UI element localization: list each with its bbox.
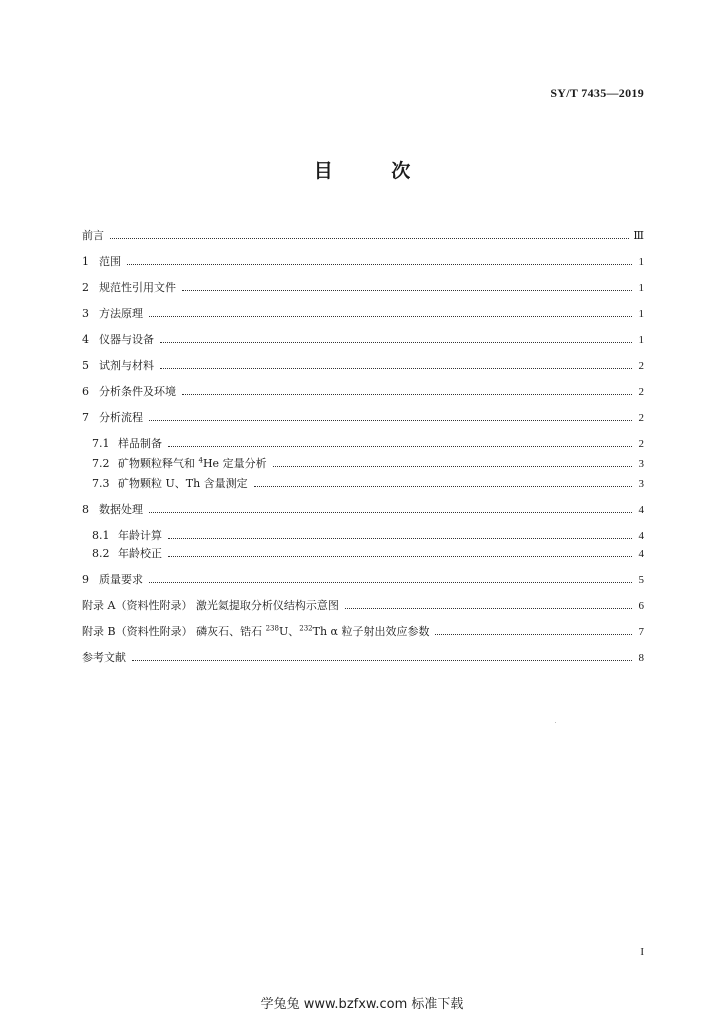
dot-leader bbox=[345, 607, 632, 609]
toc-page: 4 bbox=[638, 548, 644, 560]
toc-number: 8 bbox=[82, 503, 89, 516]
toc-label: 参考文献 bbox=[82, 651, 126, 664]
dot-leader bbox=[160, 341, 632, 343]
toc-entry-7-3[interactable] bbox=[92, 476, 644, 492]
toc-label: 质量要求 bbox=[99, 573, 143, 586]
toc-number: 7.1 bbox=[92, 437, 110, 450]
toc-page: 1 bbox=[638, 308, 644, 320]
toc-number: 6 bbox=[82, 385, 89, 398]
toc-number: 2 bbox=[82, 281, 89, 294]
toc-entry-3[interactable] bbox=[82, 306, 644, 322]
toc-page: Ⅲ bbox=[633, 230, 644, 242]
toc-label: 分析条件及环境 bbox=[99, 385, 176, 398]
toc-entry-2[interactable] bbox=[82, 280, 644, 296]
dot-leader bbox=[132, 659, 632, 661]
toc-page: 7 bbox=[638, 626, 644, 638]
toc-label: 附录 A（资料性附录） 激光氦提取分析仪结构示意图 bbox=[82, 599, 339, 612]
toc-label: 仪器与设备 bbox=[99, 333, 154, 346]
dot-leader bbox=[182, 289, 632, 291]
toc-page: 6 bbox=[638, 600, 644, 612]
toc-label: 方法原理 bbox=[99, 307, 143, 320]
toc-label: 分析流程 bbox=[99, 411, 143, 424]
toc-label: 样品制备 bbox=[118, 437, 162, 450]
toc-number: 7.2 bbox=[92, 457, 110, 470]
dot-leader bbox=[149, 511, 632, 513]
toc-entry-7-1[interactable] bbox=[92, 436, 644, 452]
watermark: 学兔兔 www.bzfxw.com 标准下载 bbox=[260, 997, 464, 1012]
toc-label: 年龄校正 bbox=[118, 547, 162, 560]
toc-label: 附录 B（资料性附录） 磷灰石、锆石 $^{238}$U、$^{232}$Th α 粒子射出效应参数 bbox=[82, 624, 430, 638]
toc-page: 1 bbox=[638, 282, 644, 294]
toc-label: 范围 bbox=[99, 255, 121, 268]
toc-label: 规范性引用文件 bbox=[99, 281, 176, 294]
toc-page: 1 bbox=[638, 334, 644, 346]
scan-speck bbox=[555, 722, 556, 723]
toc-number: 3 bbox=[82, 307, 89, 320]
toc-entry-5[interactable] bbox=[82, 358, 644, 374]
toc-page: 4 bbox=[638, 530, 644, 542]
toc-label: 年龄计算 bbox=[118, 529, 162, 542]
dot-leader bbox=[168, 445, 632, 447]
dot-leader bbox=[149, 419, 632, 421]
toc-number: 8.2 bbox=[92, 547, 110, 560]
dot-leader bbox=[254, 485, 632, 487]
toc-number: 4 bbox=[82, 333, 89, 346]
toc-entry-7-2[interactable] bbox=[92, 456, 644, 472]
dot-leader bbox=[149, 581, 632, 583]
dot-leader bbox=[273, 465, 632, 467]
toc-entry-8-2[interactable] bbox=[92, 546, 644, 562]
dot-leader bbox=[110, 237, 629, 239]
toc-entry-8[interactable] bbox=[82, 502, 644, 518]
standard-code: SY/T 7435—2019 bbox=[550, 86, 644, 100]
toc-label: 矿物颗粒释气和 $^4$He 定量分析 bbox=[118, 456, 267, 470]
dot-leader bbox=[182, 393, 632, 395]
toc-label: 矿物颗粒 U、Th 含量测定 bbox=[118, 477, 248, 490]
toc-entry-9[interactable] bbox=[82, 572, 644, 588]
toc-page: 2 bbox=[638, 360, 644, 372]
dot-leader bbox=[149, 315, 632, 317]
toc-entry-8-1[interactable] bbox=[92, 528, 644, 544]
dot-leader bbox=[168, 555, 632, 557]
toc-page: 5 bbox=[638, 574, 644, 586]
toc-number: 9 bbox=[82, 573, 89, 586]
toc-label: 前言 bbox=[82, 229, 104, 242]
toc-entry-7[interactable] bbox=[82, 410, 644, 426]
toc-entry-appendix-a[interactable] bbox=[82, 598, 644, 614]
dot-leader bbox=[160, 367, 632, 369]
toc-page: 3 bbox=[638, 478, 644, 490]
toc-number: 5 bbox=[82, 359, 89, 372]
toc-label: 数据处理 bbox=[99, 503, 143, 516]
toc-page: 4 bbox=[638, 504, 644, 516]
toc-label: 试剂与材料 bbox=[99, 359, 154, 372]
toc-entry-appendix-b[interactable] bbox=[82, 624, 644, 640]
dot-leader bbox=[127, 263, 632, 265]
toc-number: 1 bbox=[82, 255, 89, 268]
toc-number: 7.3 bbox=[92, 477, 110, 490]
toc-number: 7 bbox=[82, 411, 89, 424]
toc-number: 8.1 bbox=[92, 529, 110, 542]
toc-page: 2 bbox=[638, 386, 644, 398]
toc-page: 8 bbox=[638, 652, 644, 664]
page-number: I bbox=[640, 946, 644, 958]
page-title: 目 次 bbox=[313, 160, 437, 182]
toc-page: 2 bbox=[638, 412, 644, 424]
toc-entry-6[interactable] bbox=[82, 384, 644, 400]
toc-page: 3 bbox=[638, 458, 644, 470]
toc-entry-foreword[interactable] bbox=[82, 228, 644, 244]
toc-entry-1[interactable] bbox=[82, 254, 644, 270]
dot-leader bbox=[435, 633, 632, 635]
toc-entry-references[interactable] bbox=[82, 650, 644, 666]
toc-page: 1 bbox=[638, 256, 644, 268]
toc-page: 2 bbox=[638, 438, 644, 450]
dot-leader bbox=[168, 537, 632, 539]
toc-entry-4[interactable] bbox=[82, 332, 644, 348]
